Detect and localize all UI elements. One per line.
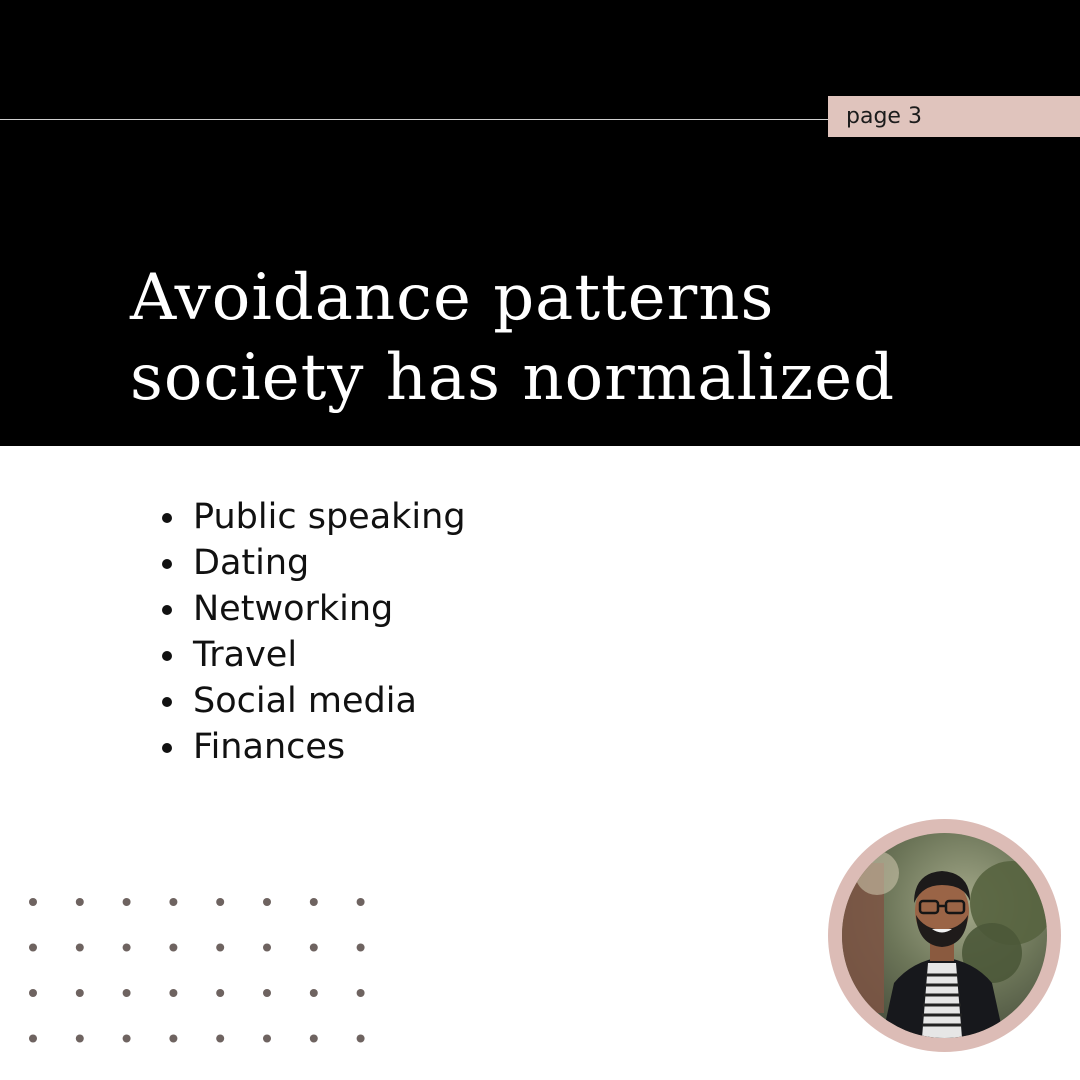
bullet-dot-icon	[162, 513, 172, 523]
grid-dot	[357, 989, 365, 997]
page-number-tag: page 3	[828, 96, 1080, 137]
grid-dot	[357, 1035, 365, 1043]
grid-dot	[76, 989, 84, 997]
grid-dot	[310, 944, 318, 952]
grid-dot	[263, 944, 271, 952]
grid-dot	[29, 944, 37, 952]
list-item	[160, 724, 466, 770]
grid-dot	[216, 898, 224, 906]
bullet-dot-icon	[162, 605, 172, 615]
list-item-label: Public speaking	[193, 497, 466, 537]
title-line-1: Avoidance patterns	[130, 261, 775, 335]
list-item-label: Finances	[193, 727, 346, 767]
grid-dot	[169, 989, 177, 997]
grid-dot	[169, 898, 177, 906]
grid-dot	[216, 1035, 224, 1043]
grid-dot	[29, 898, 37, 906]
grid-dot	[216, 989, 224, 997]
list-item	[160, 678, 466, 724]
bullet-list	[160, 494, 466, 770]
header-band	[0, 0, 1080, 446]
grid-dot	[310, 989, 318, 997]
list-item	[160, 540, 466, 586]
grid-dot	[357, 898, 365, 906]
grid-dot	[169, 944, 177, 952]
grid-dot	[76, 898, 84, 906]
profile-photo-icon	[842, 833, 1047, 1038]
grid-dot	[310, 1035, 318, 1043]
grid-dot	[263, 1035, 271, 1043]
list-item	[160, 586, 466, 632]
divider-line	[0, 119, 828, 120]
list-item-label: Social media	[193, 681, 417, 721]
grid-dot	[29, 989, 37, 997]
bullet-dot-icon	[162, 559, 172, 569]
slide-title	[130, 258, 1030, 418]
list-item	[160, 494, 466, 540]
bullet-dot-icon	[162, 651, 172, 661]
grid-dot	[76, 1035, 84, 1043]
bullet-dot-icon	[162, 743, 172, 753]
grid-dot	[263, 989, 271, 997]
list-item-label: Dating	[193, 543, 310, 583]
list-item-label: Networking	[193, 589, 394, 629]
title-line-2: society has normalized	[130, 341, 896, 415]
list-item-label: Travel	[193, 635, 298, 675]
grid-dot	[29, 1035, 37, 1043]
grid-dot	[216, 944, 224, 952]
grid-dot	[357, 944, 365, 952]
grid-dot	[310, 898, 318, 906]
list-item	[160, 632, 466, 678]
grid-dot	[123, 898, 131, 906]
bullet-dot-icon	[162, 697, 172, 707]
grid-dot	[123, 1035, 131, 1043]
grid-dot	[169, 1035, 177, 1043]
grid-dot	[123, 989, 131, 997]
avatar	[828, 819, 1061, 1052]
grid-dot	[123, 944, 131, 952]
grid-dot	[263, 898, 271, 906]
grid-dot	[76, 944, 84, 952]
